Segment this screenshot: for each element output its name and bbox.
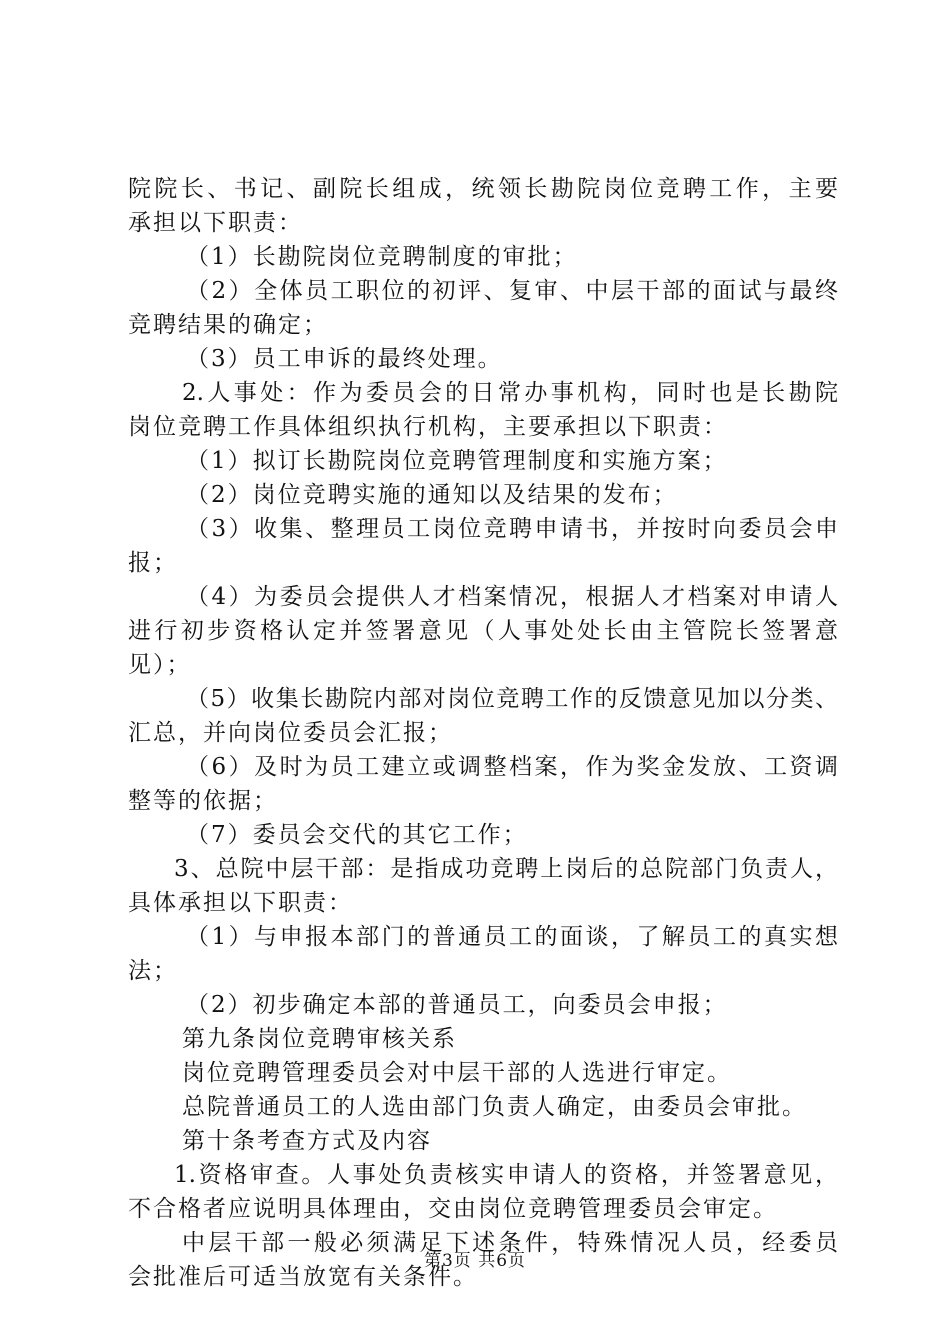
paragraph-line: 竞聘结果的确定； <box>128 312 328 338</box>
paragraph-line: 见）； <box>128 652 192 678</box>
paragraph-line: （1）长勘院岗位竞聘制度的审批； <box>186 244 578 270</box>
paragraph-line: （7）委员会交代的其它工作； <box>186 822 528 848</box>
section-heading: 第九条岗位竞聘审核关系 <box>182 1026 457 1052</box>
document-body <box>128 172 838 1294</box>
paragraph-line: （3）收集、整理员工岗位竞聘申请书，并按时向委员会申 <box>186 516 838 542</box>
paragraph-line: 报； <box>128 550 178 576</box>
paragraph-line: 中层干部一般必须满足下述条件，特殊情况人员，经委员 <box>182 1230 838 1256</box>
paragraph-line: 承担以下职责： <box>128 210 303 236</box>
paragraph-line: （4）为委员会提供人才档案情况，根据人才档案对申请人 <box>186 584 838 610</box>
paragraph-line: 岗位竞聘工作具体组织执行机构，主要承担以下职责： <box>128 414 728 440</box>
paragraph-line: 会批准后可适当放宽有关条件。 <box>128 1264 478 1290</box>
paragraph-line: （6）及时为员工建立或调整档案，作为奖金发放、工资调 <box>186 754 838 780</box>
paragraph-line: （3）员工申诉的最终处理。 <box>186 346 503 372</box>
paragraph-line: （1）拟订长勘院岗位竞聘管理制度和实施方案； <box>186 448 728 474</box>
paragraph-line: （2）岗位竞聘实施的通知以及结果的发布； <box>186 482 678 508</box>
page-number-footer: 第3页 共6页 <box>423 1251 527 1271</box>
paragraph-line: 法； <box>128 958 178 984</box>
paragraph-line: 汇总，并向岗位委员会汇报； <box>128 720 453 746</box>
paragraph-line: 不合格者应说明具体理由，交由岗位竞聘管理委员会审定。 <box>128 1196 778 1222</box>
paragraph-line: （1）与申报本部门的普通员工的面谈，了解员工的真实想 <box>186 924 838 950</box>
paragraph-line: 院院长、书记、副院长组成，统领长勘院岗位竞聘工作，主要 <box>128 176 838 202</box>
paragraph-line: 整等的依据； <box>128 788 278 814</box>
paragraph-line: 进行初步资格认定并签署意见（人事处处长由主管院长签署意 <box>128 618 838 644</box>
paragraph-line: 具体承担以下职责： <box>128 890 353 916</box>
paragraph-line: （2）全体员工职位的初评、复审、中层干部的面试与最终 <box>186 278 838 304</box>
section-heading: 第十条考查方式及内容 <box>182 1128 432 1154</box>
paragraph-line: 岗位竞聘管理委员会对中层干部的人选进行审定。 <box>182 1060 732 1086</box>
paragraph-line: 总院普通员工的人选由部门负责人确定，由委员会审批。 <box>182 1094 807 1120</box>
paragraph-line: （2）初步确定本部的普通员工，向委员会申报； <box>186 992 728 1018</box>
paragraph-line: 1.资格审查。人事处负责核实申请人的资格，并签署意见， <box>174 1162 838 1188</box>
paragraph-line: 3、总院中层干部：是指成功竞聘上岗后的总院部门负责人， <box>174 856 838 882</box>
paragraph-line: （5）收集长勘院内部对岗位竞聘工作的反馈意见加以分类、 <box>186 686 838 712</box>
paragraph-line: 2.人事处：作为委员会的日常办事机构，同时也是长勘院 <box>182 380 838 406</box>
